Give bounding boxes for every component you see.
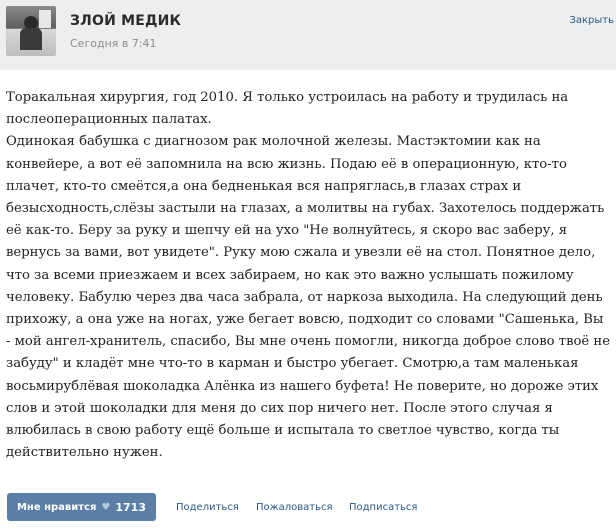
avatar-light: [39, 10, 51, 28]
like-count: 1713: [115, 500, 146, 514]
group-avatar[interactable]: [6, 6, 56, 56]
avatar-figure-body: [20, 28, 42, 50]
like-button[interactable]: [7, 493, 156, 521]
like-label: Мне нравится: [16, 501, 97, 513]
post-footer: [0, 490, 616, 530]
group-name[interactable]: ЗЛОЙ МЕДИК: [70, 13, 182, 29]
post-text: Торакальная хирургия, год 2010. Я только устроилась на работу и трудилась на послеоперационных палатах. Одинокая бабушка с диагнозом рак молочной железы. Мастэктомии как на конвейере, а вот её запомнила на всю жизнь. Подаю её в операционную, кто-то плачет, кто-то смеётся,а она бедненькая вся напряглась,в глазах страх и безысходность,слёзы застыли на глазах, а молитвы на губах. Захотелось поддержать её как-то. Беру за руку и шепчу ей на ухо "Не волнуйтесь, я скоро вас заберу, я вернусь за вами, вот увидете". Руку мою сжала и увезли её на стол. Понятное дело, что за всеми приезжаем и всех забираем, но как это важно услышать пожилому человеку. Бабулю через два часа забрала, от наркоза выходила. На следующий день прихожу, а она уже на ногах, уже бегает вовсю, подходит со словами "Сашенька, Вы - мой ангел-хранитель, спасибо, Вы мне очень помогли, никогда доброе слово твоё не забуду" и кладёт мне что-то в карман и быстро убегает. Смотрю,а там маленькая восьмирублёвая шоколадка Алёнка из нашего буфета! Не поверите, но дороже этих слов и этой шоколадки для меня до сих пор ничего нет. После этого случая я влюбилась в свою работу ещё больше и испытала то светлое чувство, когда ты действительно нужен.: [6, 90, 611, 461]
report-link[interactable]: Пожаловаться: [256, 502, 333, 513]
post-time[interactable]: Сегодня в 7:41: [70, 37, 157, 50]
share-link[interactable]: Поделиться: [176, 502, 239, 513]
subscribe-link[interactable]: Подписаться: [349, 502, 418, 513]
heart-icon: ♥: [101, 501, 111, 513]
post-header: [0, 0, 616, 70]
close-link[interactable]: Закрыть: [569, 15, 614, 26]
